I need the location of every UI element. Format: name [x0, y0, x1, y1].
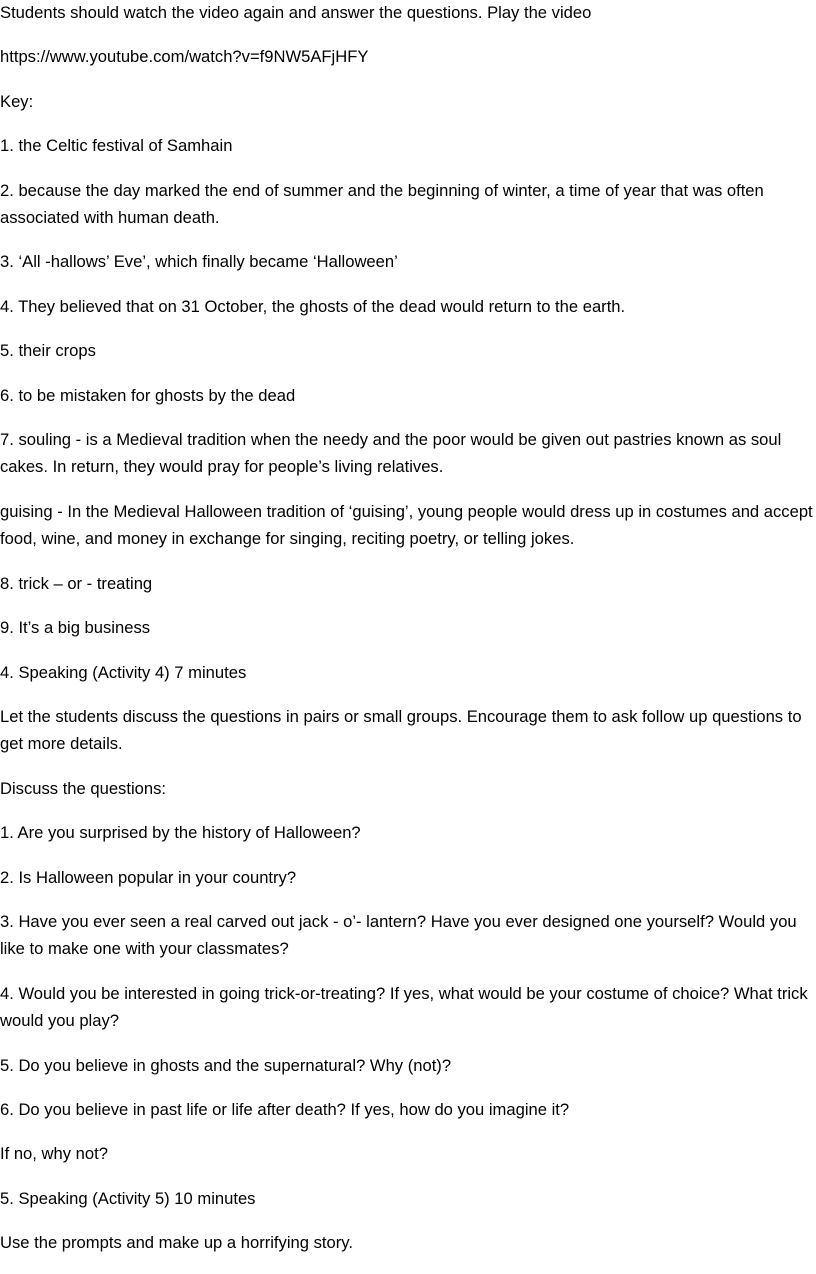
answer-2: 2. because the day marked the end of summer and the beginning of winter, a time of year that was often associated with human death.	[0, 180, 764, 228]
answer-6: 6. to be mistaken for ghosts by the dead	[0, 385, 296, 405]
answer-8: 8. trick – or - treating	[0, 573, 153, 593]
question-1: 1. Are you surprised by the history of Halloween?	[0, 823, 361, 843]
answer-5: 5. their crops	[0, 341, 96, 361]
answer-1: 1. the Celtic festival of Samhain	[0, 136, 233, 156]
question-6-followup: If no, why not?	[0, 1144, 108, 1164]
answer-7-guising: guising - In the Medieval Halloween tradition of ‘guising’, young people would dress up in costumes and accept food, wine, and money in exchange for singing, reciting poetry, or telling jokes.	[0, 501, 813, 549]
answer-7-souling: 7. souling - is a Medieval tradition when the needy and the poor would be given out pastries known as soul cakes. In return, they would pray for people’s living relatives.	[0, 430, 782, 477]
activity-4-heading: 4. Speaking (Activity 4) 7 minutes	[0, 662, 247, 682]
activity-5-instructions: Use the prompts and make up a horrifying story.	[0, 1233, 353, 1253]
question-4: 4. Would you be interested in going trick-or-treating? If yes, what would be your costume of choice? What trick would you play?	[0, 983, 808, 1031]
activity-5-heading: 5. Speaking (Activity 5) 10 minutes	[0, 1188, 256, 1208]
question-5: 5. Do you believe in ghosts and the supernatural? Why (not)?	[0, 1055, 452, 1075]
question-3: 3. Have you ever seen a real carved out jack - o’- lantern? Have you ever designed one yourself? Would you like to make one with your classmates?	[0, 911, 797, 959]
activity-4-instructions: Let the students discuss the questions in pairs or small groups. Encourage them to ask follow up questions to get more details.	[0, 706, 802, 754]
key-heading: Key:	[0, 91, 34, 111]
discuss-heading: Discuss the questions:	[0, 778, 167, 798]
instruction-paragraph: Students should watch the video again and answer the questions. Play the video	[0, 3, 592, 22]
answer-3: 3. ‘All -hallows’ Eve’, which finally became ‘Halloween’	[0, 252, 398, 272]
question-2: 2. Is Halloween popular in your country?	[0, 867, 297, 887]
answer-9: 9. It’s a big business	[0, 618, 151, 638]
video-link[interactable]: https://www.youtube.com/watch?v=f9NW5AFjHFY	[0, 47, 369, 67]
question-6: 6. Do you believe in past life or life after death? If yes, how do you imagine it?	[0, 1099, 570, 1119]
answer-4: 4. They believed that on 31 October, the ghosts of the dead would return to the earth.	[0, 296, 626, 316]
